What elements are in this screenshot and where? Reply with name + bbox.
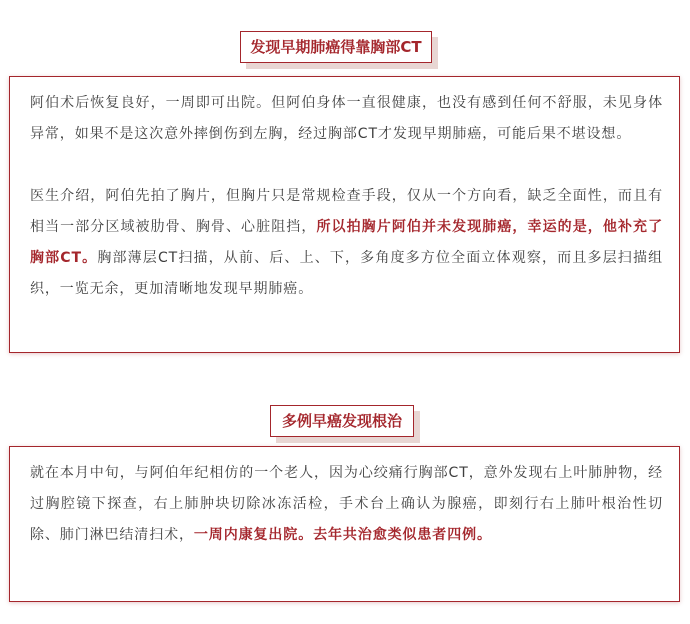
section1-paragraph2 [30,181,663,305]
section2-heading [0,404,690,444]
section2-paragraph-highlight: 一周内康复出院。去年共治愈类似患者四例。 [193,527,492,543]
section1-heading [0,30,690,70]
section2-paragraph-text: 就在本月中旬，与阿伯年纪相仿的一个老人，因为心绞痛行胸部CT，意外发现右上叶肺肿物，经过胸腔镜下探查，右上肺肿块切除冰冻活检，手术台上确认为腺癌，即刻行右上肺叶根治性切除、肺门淋巴结清扫术， [30,465,663,543]
section1-paragraph1: 阿伯术后恢复良好，一周即可出院。但阿伯身体一直很健康，也没有感到任何不舒服，未见身体异常，如果不是这次意外摔倒伤到左胸，经过胸部CT才发现早期肺癌，可能后果不堪设想。 [30,95,663,142]
section1-card [9,76,680,353]
section1-paragraph2-text-a: 医生介绍，阿伯先拍了胸片，但胸片只是常规检查手段，仅从一个方向看，缺乏全面性，而且有相当一部分区域被肋骨、胸骨、心脏阻挡， [30,188,663,235]
section2-card [9,446,680,602]
section1-paragraph2-text-b: 胸部薄层CT扫描，从前、后、上、下，多角度多方位全面立体观察，而且多层扫描组织，一览无余，更加清晰地发现早期肺癌。 [30,250,663,297]
section2-title: 多例早癌发现根治 [270,405,414,437]
section1-paragraph2-highlight: 所以拍胸片阿伯并未发现肺癌，幸运的是，他补充了胸部CT。 [30,219,663,266]
section2-paragraph [30,458,663,551]
section1-title: 发现早期肺癌得靠胸部CT [240,31,432,63]
